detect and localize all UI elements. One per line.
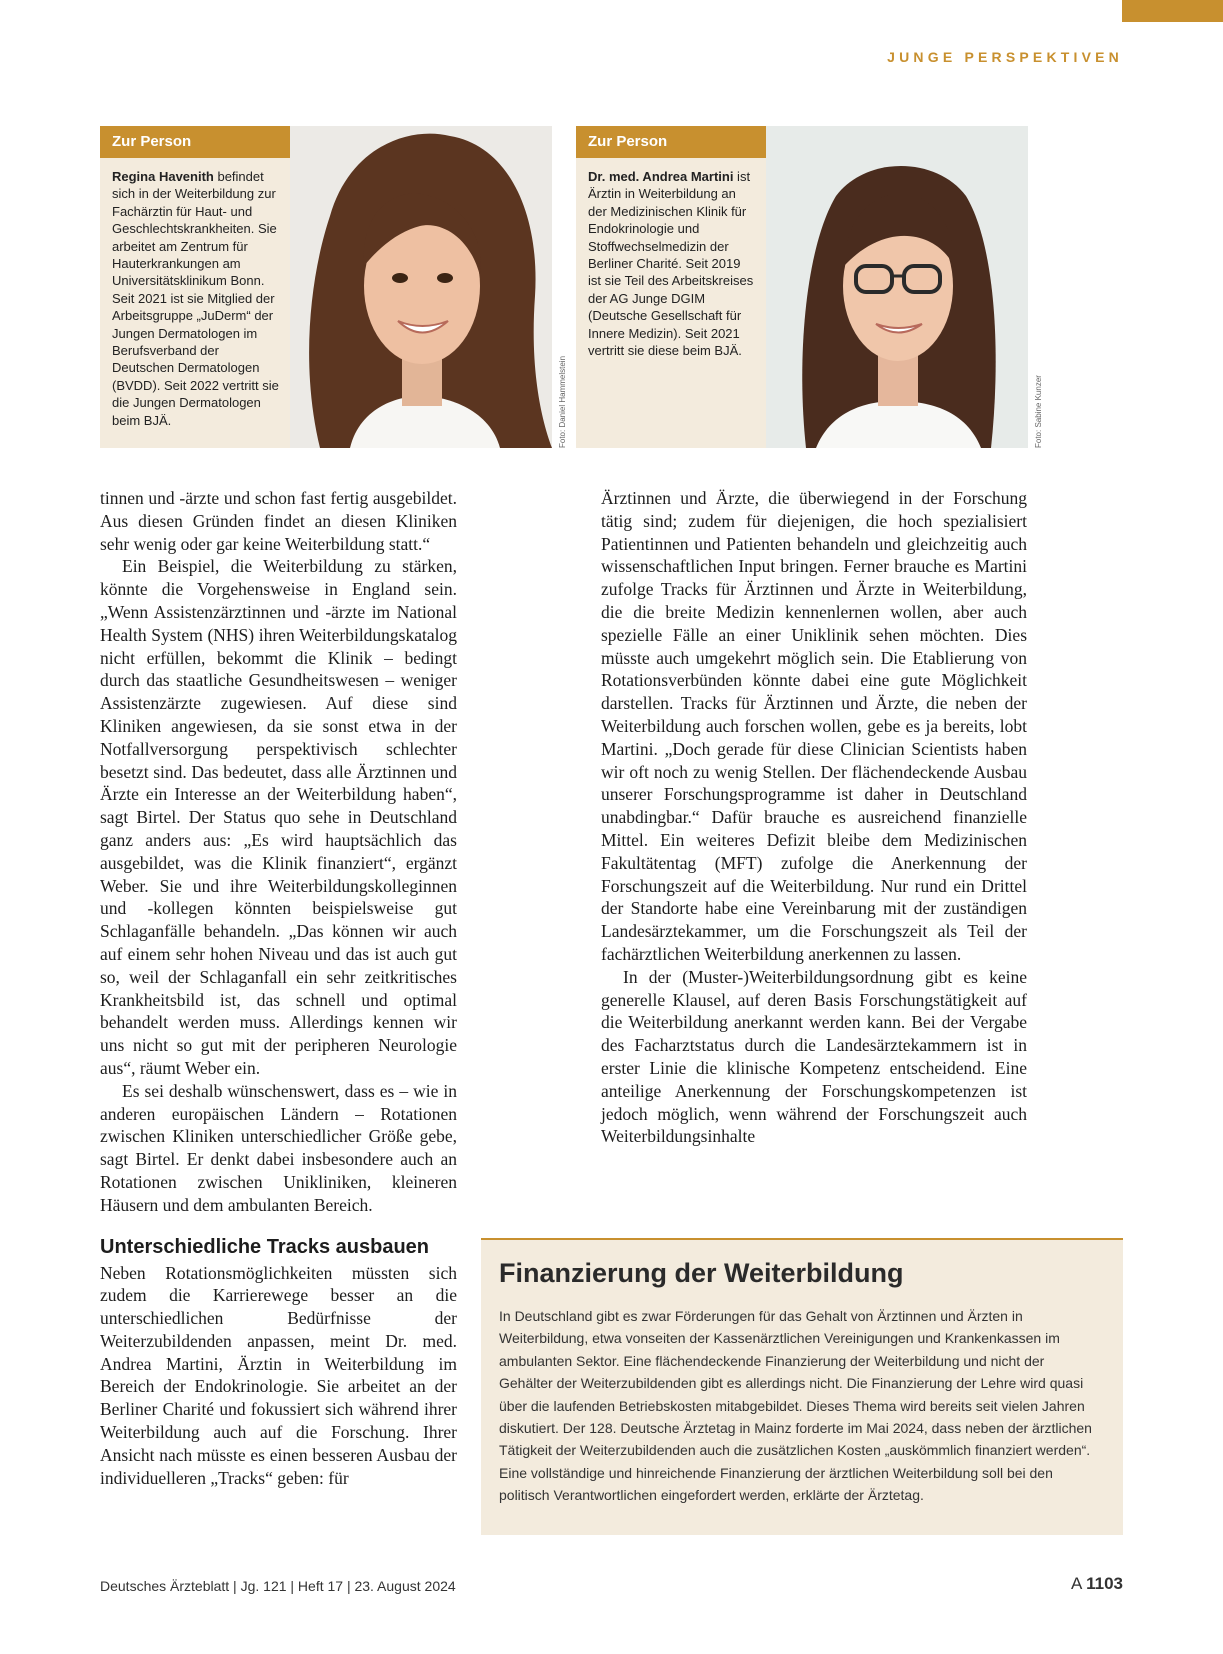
- infobox-title: Finanzierung der Weiterbildung: [499, 1258, 904, 1288]
- subheading: Unterschiedliche Tracks ausbauen: [100, 1235, 430, 1258]
- person-name: Regina Havenith: [112, 169, 214, 184]
- person-name: Dr. med. Andrea Martini: [588, 169, 734, 184]
- photo-credit-havenith: Foto: Daniel Hammelstein: [558, 355, 567, 448]
- person-heading: Zur Person: [576, 126, 766, 158]
- paragraph: Ärztinnen und Ärzte, die überwiegend in der Forschung tätig sind; zudem für diejenigen, die hoch spezialisiert Patientinnen und Patienten behandeln und gleichzeitig auch wissenschaftlichen Input bringen. Ferner brauche es Martini zufolge Tracks für Ärztinnen und Ärzte in Weiterbildung, die die breite Medizin kennenlernen wollen, aber auch spezielle Fälle an einer Uniklinik sehen möchten. Dies müsste auch umgekehrt möglich sein. Die Etablierung von Rotationsverbünden könnte dabei eine gute Möglichkeit darstellen. Tracks für Ärztinnen und Ärzte, die neben der Weiterbildung auch forschen wollen, gebe es ja bereits, lobt Martini. „Doch gerade für diese Clinician Scientists haben wir oft noch zu wenig Stellen. Der flächendeckende Ausbau unserer Forschungsprogramme ist daher in Deutschland unabdingbar.“ Dafür brauche es ausreichend finanzielle Mittel. Ein weiteres Defizit bleibe dem Medizinischen Fakultätentag (MFT) zufolge die Anerkennung der Forschungszeit auf die Weiterbildung. Nur rund ein Drittel der Standorte habe eine Vereinbarung mit der zuständigen Landesärztekammer, um die Forschungszeit als Teil der fachärztlichen Weiterbildung anerkennen zu lassen.: [601, 488, 1027, 964]
- page-number: [1071, 1574, 1123, 1594]
- paragraph: Neben Rotationsmöglichkeiten müssten sich zudem die Karrierewege besser an die unterschiedlichen Bedürfnisse der Weiterzubildenden anpassen, meint Dr. med. Andrea Martini, Ärztin in Weiterbildung im Bereich der Endokrinologie. Sie arbeitet an der Berliner Charité und fokussiert sich während ihrer Weiterbildung auch auf die Forschung. Ihrer Ansicht nach müsste es einen besseren Ausbau der individuelleren „Tracks“ geben: für: [100, 1262, 457, 1488]
- right-column: [601, 487, 1027, 1148]
- person-box-havenith: [100, 126, 290, 448]
- page-prefix: A: [1070, 1574, 1087, 1593]
- paragraph: Es sei deshalb wünschenswert, dass es – wie in anderen europäischen Ländern – Rotationen zwischen Kliniken unterschiedlicher Größe gebe, sagt Birtel. Er denkt dabei insbesondere auch an Rotationen zwischen Unikliniken, kleineren Häusern und dem ambulanten Bereich.: [100, 1080, 457, 1215]
- photo-martini: [766, 126, 1028, 448]
- infobox-financing: [481, 1238, 1123, 1535]
- infobox-text: In Deutschland gibt es zwar Förderungen für das Gehalt von Ärztinnen und Ärzten in Weiterbildung, etwa vonseiten der Kassenärztlichen Vereinigungen und Krankenkassen im ambulanten Sektor. Eine flächendeckende Finanzierung der Weiterbildung und nicht der Gehälter der Weiterzubildenden gibt es allerdings nicht. Die Finanzierung der Lehre wird quasi über die laufenden Betriebskosten mitabgebildet. Dieses Thema wird bereits seit vielen Jahren diskutiert. Der 128. Deutsche Ärztetag in Mainz forderte im Mai 2024, dass neben der ärztlichen Tätigkeit der Weiterzubildenden auch die zusätzlichen Kosten „auskömmlich finanziert werden“. Eine vollständige und hinreichende Finanzierung der ärztlichen Weiterbildung soll bei den politisch Verantwortlichen eingefordert werden, erklärte der Ärztetag.: [499, 1308, 1092, 1504]
- person-box-martini: [576, 126, 766, 448]
- person-heading: Zur Person: [100, 126, 290, 158]
- person-bio-text: ist Ärztin in Weiterbildung an der Medizinischen Klinik für Endokrinologie und Stoffwechselmedizin der Berliner Charité. Seit 2019 ist sie Teil des Arbeitskreises der AG Junge DGIM (Deutsche Gesellschaft für Innere Medizin). Seit 2021 vertritt sie diese beim BJÄ.: [588, 169, 754, 359]
- person-bio-text: befindet sich in der Weiterbildung zur Fachärztin für Haut- und Geschlechtskrankheiten. Sie arbeitet am Zentrum für Hauterkrankungen am Universitätsklinikum Bonn. Seit 2021 ist sie Mitglied der Arbeitsgruppe „JuDerm“ der Jungen Dermatologen im Berufsverband der Deutschen Dermatologen (BVDD). Seit 2022 vertritt sie die Jungen Dermatologen beim BJÄ.: [112, 169, 279, 428]
- paragraph: In der (Muster-)Weiterbildungsordnung gibt es keine generelle Klausel, auf deren Basis Forschungstätigkeit auf die Weiterbildung anerkannt werden kann. Bei der Vergabe des Facharztstatus durch die Landesärztekammern ist in erster Linie die klinische Kompetenz entscheidend. Eine anteilige Anerkennung der Forschungskompetenzen ist jedoch möglich, wenn während der Forschungszeit auch Weiterbildungsinhalte: [601, 966, 1027, 1147]
- person-bio: [576, 158, 766, 359]
- footer-citation: Deutsches Ärzteblatt | Jg. 121 | Heft 17 | 23. August 2024: [100, 1578, 456, 1594]
- left-column: [100, 487, 457, 1489]
- photo-credit-martini: Foto: Sabine Kunzer: [1034, 375, 1043, 448]
- photo-havenith: [290, 126, 552, 448]
- section-label: JUNGE PERSPEKTIVEN: [887, 49, 1123, 65]
- page-number-value: 1103: [1086, 1574, 1123, 1593]
- corner-tab-accent: [1122, 0, 1223, 22]
- paragraph: Ein Beispiel, die Weiterbildung zu stärken, könnte die Vorgehensweise in England sein. „Wenn Assistenzärztinnen und -ärzte im National Health System (NHS) ihren Weiterbildungskatalog nicht erfüllen, bekommt die Klinik – bedingt durch das staatliche Gesundheitswesen – weniger Assistenzärzte zugewiesen. Auf diese sind Kliniken angewiesen, da sie sonst etwa in der Notfallversorgung perspektivisch schlechter besetzt sind. Das bedeutet, dass alle Ärztinnen und Ärzte ein Interesse an der Weiterbildung haben“, sagt Birtel. Der Status quo sehe in Deutschland ganz anders aus: „Es wird hauptsächlich das ausgebildet, was die Klinik finanziert“, ergänzt Weber. Sie und ihre Weiterbildungskolleginnen und -kollegen könnten beispielsweise gut Schlaganfälle behandeln. „Das können wir auch auf einem sehr hohen Niveau und das ist auch gut so, weil der Schlaganfall ein sehr zeitkritisches Krankheitsbild ist, das schnell und optimal behandelt werden muss. Allerdings kennen wir uns nicht so gut mit der peripheren Neurologie aus“, räumt Weber ein.: [100, 556, 457, 1078]
- person-bio: [100, 158, 290, 429]
- paragraph: tinnen und -ärzte und schon fast fertig ausgebildet. Aus diesen Gründen findet an diesen Kliniken sehr wenig oder gar keine Weiterbildung statt.“: [100, 488, 457, 554]
